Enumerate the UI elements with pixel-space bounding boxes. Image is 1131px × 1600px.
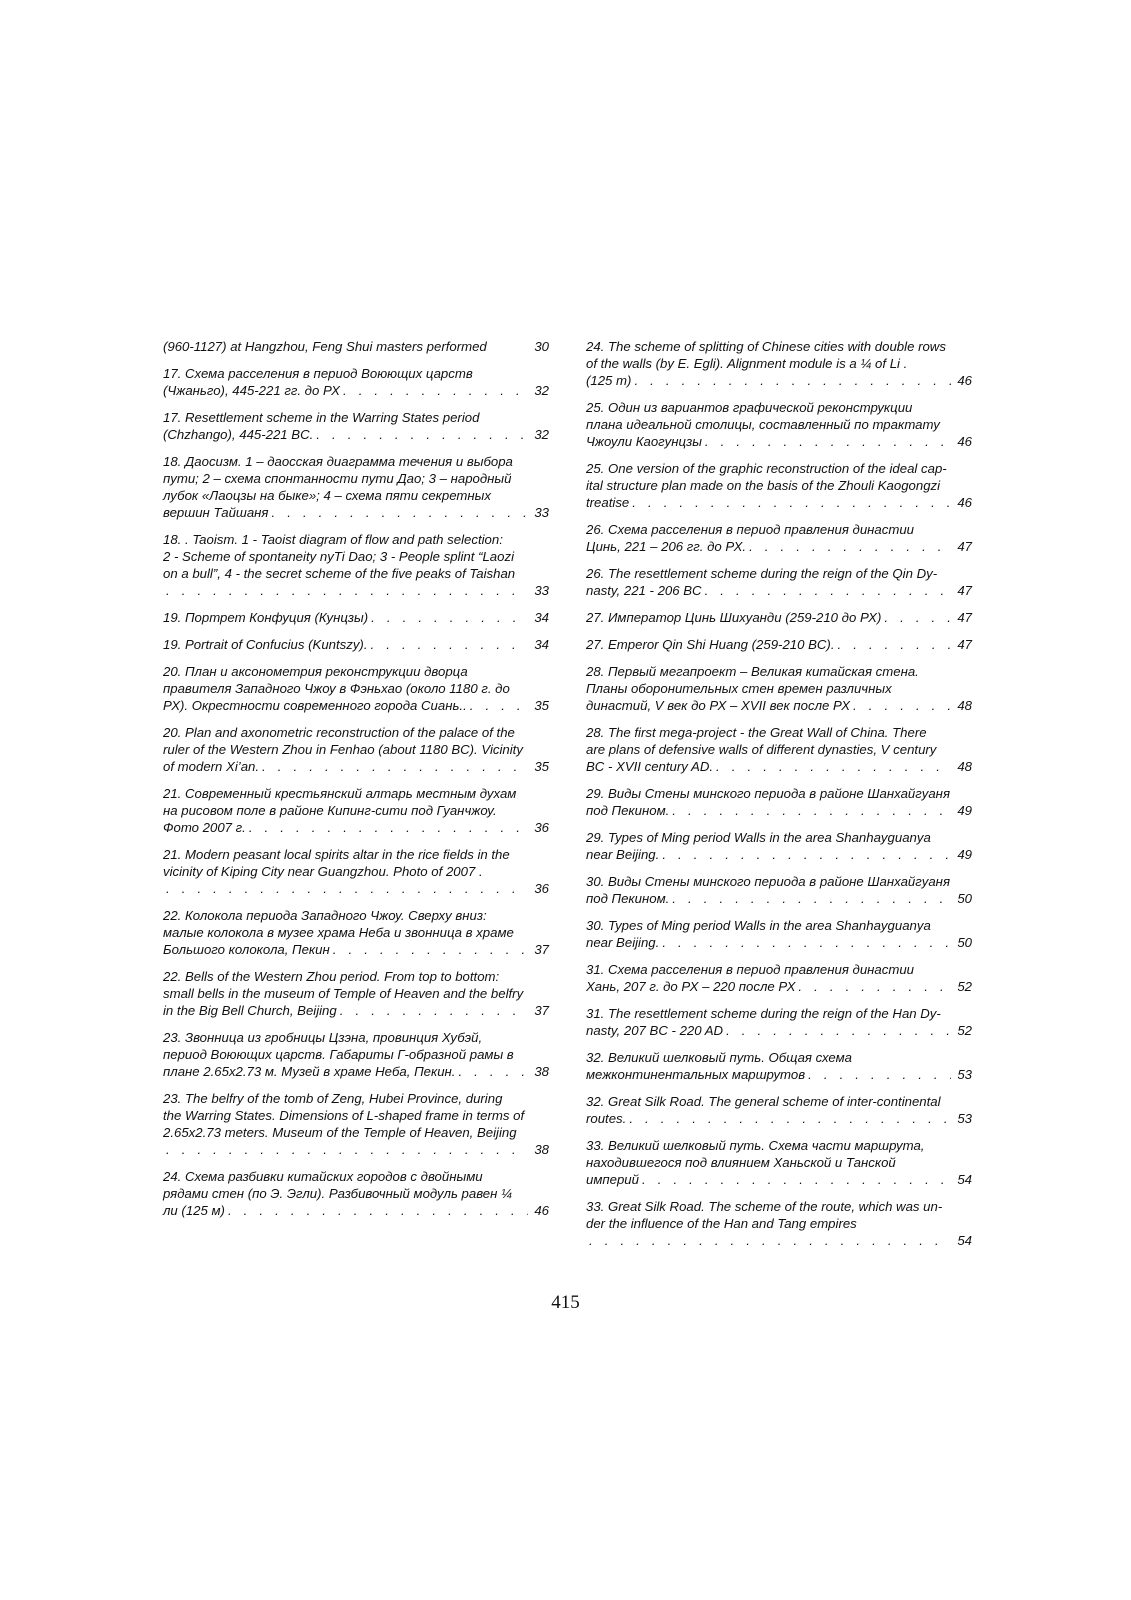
toc-page-ref: 50 (957, 891, 972, 906)
toc-entry-text: династий, V век до РХ – XVII век после РХ (586, 698, 851, 713)
toc-page-ref: 47 (957, 637, 972, 652)
toc-entry (586, 663, 972, 714)
toc-entry-last-line (163, 426, 549, 443)
dot-leader (659, 846, 951, 863)
toc-entry-text-line: 18. Даосизм. 1 – даосская диаграмма течения и выбора (163, 454, 513, 469)
toc-entry-text-line: 30. Виды Стены минского периода в районе Шанхайгуаня (586, 874, 950, 889)
toc-entry-text: BC - XVII century AD. (586, 759, 714, 774)
toc-entry-text: Большого колокола, Пекин (163, 942, 330, 957)
toc-entry-text: ли (125 м) (163, 1203, 225, 1218)
toc-entry (586, 460, 972, 511)
toc-entry (163, 663, 549, 714)
dot-leader (631, 372, 951, 389)
toc-entry-last-line (163, 697, 549, 714)
toc-page-ref: 38 (534, 1142, 549, 1157)
toc-entry (163, 365, 549, 399)
toc-entry (586, 1005, 972, 1039)
toc-entry-last-line (586, 1022, 972, 1039)
toc-entry-text-line: 24. The scheme of splitting of Chinese cities with double rows (586, 339, 946, 354)
toc-page-ref: 35 (534, 698, 549, 713)
dot-leader (626, 1110, 951, 1127)
toc-entry-text-line: 20. Plan and axonometric reconstruction of the palace of the (163, 725, 515, 740)
toc-page-ref: 37 (534, 942, 549, 957)
toc-entry-last-line (163, 504, 549, 521)
dot-leader (669, 890, 951, 907)
dot-leader (629, 494, 951, 511)
toc-entry-text: (960-1127) at Hangzhou, Feng Shui masters performed (163, 339, 487, 354)
toc-entry (586, 636, 972, 653)
toc-entry-last-line (586, 538, 972, 555)
toc-entry (163, 531, 549, 599)
toc-entry-text-line: 26. The resettlement scheme during the reign of the Qin Dy- (586, 566, 938, 581)
toc-entry-text-line: правителя Западного Чжоу в Фэньхао (около 1180 г. до (163, 681, 510, 696)
toc-entry-text-line: of the walls (by E. Egli). Alignment module is a ¼ of Li . (586, 356, 908, 371)
toc-entry-last-line (586, 978, 972, 995)
toc-entry-text-line: are plans of defensive walls of different dynasties, V century (586, 742, 937, 757)
toc-entry-text-line: vicinity of Kiping City near Guangzhou. Photo of 2007 . (163, 864, 483, 879)
toc-page-ref: 36 (534, 881, 549, 896)
toc-entry-last-line (586, 758, 972, 775)
dot-leader (313, 426, 528, 443)
toc-page-ref: 47 (957, 583, 972, 598)
toc-entry (586, 399, 972, 450)
toc-entry-text: routes. (586, 1111, 627, 1126)
toc-entry-text-line: 24. Схема разбивки китайских городов с двойными (163, 1169, 483, 1184)
toc-left-column (163, 338, 549, 1229)
toc-entry (586, 724, 972, 775)
toc-entry-last-line (586, 934, 972, 951)
dot-leader (337, 1002, 529, 1019)
toc-entry-text-line: 23. Звонница из гробницы Цзэна, провинция Хубэй, (163, 1030, 483, 1045)
toc-entry (163, 609, 549, 626)
toc-entry-text-line: лубок «Лаоцзы на быке»; 4 – схема пяти секретных (163, 488, 491, 503)
toc-entry-last-line (163, 382, 549, 399)
toc-entry-text-line: 29. Types of Ming period Walls in the area Shanhayguanya (586, 830, 931, 845)
toc-page-ref: 50 (957, 935, 972, 950)
toc-page-ref: 34 (534, 637, 549, 652)
toc-entry (163, 785, 549, 836)
toc-entry-text-line: ital structure plan made on the basis of the Zhouli Kaogongzi (586, 478, 941, 493)
toc-page-ref: 47 (957, 539, 972, 554)
toc-entry-text-line: 17. Схема расселения в период Воюющих царств (163, 366, 473, 381)
toc-entry-text: Хань, 207 г. до РХ – 220 после РХ (586, 979, 796, 994)
toc-entry-text: межконтинентальных маршрутов (586, 1067, 806, 1082)
toc-entry-text-line: on a bull”, 4 - the secret scheme of the five peaks of Taishan (163, 566, 516, 581)
dot-leader (659, 934, 951, 951)
toc-entry-text-line: плана идеальной столицы, составленный по трактату (586, 417, 940, 432)
toc-entry-last-line (586, 636, 972, 653)
toc-entry-text-line: 21. Modern peasant local spirits altar in the rice fields in the (163, 847, 510, 862)
dot-leader (702, 582, 952, 599)
toc-entry-last-line (586, 582, 972, 599)
toc-entry-text-line: 29. Виды Стены минского периода в районе Шанхайгуаня (586, 786, 950, 801)
toc-entry-last-line (586, 846, 972, 863)
toc-entry-text-line: 18. . Taoism. 1 - Taoist diagram of flow and path selection: (163, 532, 503, 547)
toc-page-ref: 52 (957, 979, 972, 994)
toc-entry-last-line (586, 1171, 972, 1188)
toc-entry-text: (Чжаньго), 445-221 гг. до РХ (163, 383, 340, 398)
toc-entry-text: Чжоули Каогунцзы (586, 434, 702, 449)
dot-leader (639, 1171, 951, 1188)
dot-leader (805, 1066, 951, 1083)
toc-entry (163, 338, 549, 355)
toc-entry (163, 968, 549, 1019)
toc-page-ref: 38 (534, 1064, 549, 1079)
toc-entry-text: под Пекином. (586, 891, 670, 906)
toc-entry-text: 19. Портрет Конфуция (Кунцзы) (163, 610, 369, 625)
toc-page-ref: 48 (957, 759, 972, 774)
toc-entry-text-line: пути; 2 – схема спонтанности пути Дао; 3 – народный (163, 471, 512, 486)
toc-entry-last-line (586, 433, 972, 450)
dot-leader (835, 636, 952, 653)
toc-entry-text-line: 28. The first mega-project - the Great Wall of China. There (586, 725, 927, 740)
toc-entry-last-line (586, 494, 972, 511)
dot-leader (702, 433, 951, 450)
toc-entry-last-line (163, 1002, 549, 1019)
toc-entry (163, 1090, 549, 1158)
toc-entry-text-line: der the influence of the Han and Tang empires (586, 1216, 857, 1231)
toc-entry-text-line: 22. Колокола периода Западного Чжоу. Сверху вниз: (163, 908, 487, 923)
toc-entry-last-line (163, 819, 549, 836)
toc-entry-text-line: 32. Great Silk Road. The general scheme of inter-continental (586, 1094, 941, 1109)
toc-entry (586, 609, 972, 626)
toc-entry-text-line: 25. One version of the graphic reconstruction of the ideal cap- (586, 461, 947, 476)
toc-entry-text: РХ). Окрестности современного города Сиань.. (163, 698, 467, 713)
toc-entry-text: 27. Император Цинь Шихуанди (259-210 до РХ) (586, 610, 882, 625)
dot-leader (246, 819, 529, 836)
dot-leader (163, 880, 528, 897)
toc-entry-text: nasty, 221 - 206 BC (586, 583, 702, 598)
toc-entry-last-line (586, 1110, 972, 1127)
toc-entry-text-line: находившегося под влиянием Ханьской и Танской (586, 1155, 896, 1170)
toc-entry (163, 907, 549, 958)
toc-page-ref: 35 (534, 759, 549, 774)
toc-entry (163, 1029, 549, 1080)
toc-entry-last-line (586, 697, 972, 714)
toc-entry-text: of modern Xi’an. (163, 759, 260, 774)
toc-entry-text-line: 33. Великий шелковый путь. Схема части маршрута, (586, 1138, 925, 1153)
toc-entry-text-line: рядами стен (по Э. Эгли). Разбивочный модуль равен ¼ (163, 1186, 513, 1201)
toc-page-ref: 46 (957, 434, 972, 449)
toc-entry-last-line (163, 582, 549, 599)
toc-entry (163, 453, 549, 521)
dot-leader (746, 538, 951, 555)
toc-entry-text: (Chzhango), 445-221 BC. (163, 427, 314, 442)
toc-page-ref: 53 (957, 1111, 972, 1126)
dot-leader (330, 941, 529, 958)
toc-entry-text-line: 2.65x2.73 meters. Museum of the Temple of Heaven, Beijing (163, 1125, 517, 1140)
toc-entry (586, 1093, 972, 1127)
dot-leader (795, 978, 951, 995)
toc-page-ref: 36 (534, 820, 549, 835)
toc-entry-last-line (586, 802, 972, 819)
toc-entry-text-line: the Warring States. Dimensions of L-shaped frame in terms of (163, 1108, 525, 1123)
toc-entry-text: near Beijing. (586, 935, 660, 950)
dot-leader (713, 758, 951, 775)
toc-entry-text: 27. Emperor Qin Shi Huang (259-210 BC). (586, 637, 835, 652)
toc-page-ref: 34 (534, 610, 549, 625)
dot-leader (455, 1063, 528, 1080)
toc-page-ref: 46 (957, 495, 972, 510)
toc-entry-last-line (163, 880, 549, 897)
toc-entry (163, 724, 549, 775)
dot-leader (268, 504, 528, 521)
toc-entry-text-line: 17. Resettlement scheme in the Warring States period (163, 410, 480, 425)
toc-page-ref: 49 (957, 847, 972, 862)
toc-entry-text-line: 28. Первый мегапроект – Великая китайская стена. (586, 664, 919, 679)
toc-entry (586, 785, 972, 819)
toc-entry (586, 1198, 972, 1249)
toc-entry-last-line (586, 1232, 972, 1249)
toc-entry-text-line: 21. Современный крестьянский алтарь местным духам (163, 786, 517, 801)
toc-entry (163, 1168, 549, 1219)
toc-entry-text: вершин Тайшаня (163, 505, 269, 520)
toc-entry-text-line: на рисовом поле в районе Кипинг-сити под Гуанчжоу. (163, 803, 497, 818)
toc-entry-text-line: 30. Types of Ming period Walls in the area Shanhayguanya (586, 918, 931, 933)
dot-leader (881, 609, 951, 626)
toc-entry-last-line (163, 941, 549, 958)
toc-page-ref: 30 (534, 339, 549, 354)
dot-leader (669, 802, 951, 819)
toc-entry-text: Фото 2007 г. (163, 820, 246, 835)
toc-entry-text-line: 2 - Scheme of spontaneity nyTi Dao; 3 - People splint “Laozi (163, 549, 515, 564)
dot-leader (340, 382, 528, 399)
toc-entry-text-line: ruler of the Western Zhou in Fenhao (about 1180 BC). Vicinity (163, 742, 523, 757)
dot-leader (368, 636, 529, 653)
toc-entry-last-line (586, 1066, 972, 1083)
page-number: 415 (551, 1292, 580, 1313)
toc-entry (586, 565, 972, 599)
toc-entry-last-line (163, 338, 549, 355)
toc-entry-text-line: 25. Один из вариантов графической реконструкции (586, 400, 913, 415)
toc-entry (586, 521, 972, 555)
toc-entry-text-line: 31. The resettlement scheme during the reign of the Han Dy- (586, 1006, 941, 1021)
toc-entry-text: Цинь, 221 – 206 гг. до РХ. (586, 539, 747, 554)
toc-entry-text: near Beijing. (586, 847, 660, 862)
toc-entry (163, 846, 549, 897)
toc-right-column (586, 338, 972, 1259)
toc-page-ref: 32 (534, 427, 549, 442)
toc-entry-text: империй (586, 1172, 639, 1187)
toc-page-ref: 47 (957, 610, 972, 625)
dot-leader (586, 1232, 951, 1249)
toc-entry-text-line: 23. The belfry of the tomb of Zeng, Hubei Province, during (163, 1091, 503, 1106)
toc-entry-last-line (586, 890, 972, 907)
toc-entry-text: nasty, 207 BC - 220 AD (586, 1023, 724, 1038)
toc-entry (163, 636, 549, 653)
dot-leader (368, 609, 528, 626)
toc-page-ref: 32 (534, 383, 549, 398)
toc-entry (586, 829, 972, 863)
dot-leader (163, 582, 528, 599)
toc-entry-text: плане 2.65х2.73 м. Музей в храме Неба, Пекин. (163, 1064, 456, 1079)
toc-entry-text-line: 33. Great Silk Road. The scheme of the route, which was un- (586, 1199, 943, 1214)
toc-entry (586, 1049, 972, 1083)
dot-leader (259, 758, 528, 775)
toc-entry-last-line (163, 1063, 549, 1080)
toc-page-ref: 33 (534, 583, 549, 598)
toc-entry-text: 19. Portrait of Confucius (Kuntszy). (163, 637, 368, 652)
toc-entry-text-line: период Воюющих царств. Габариты Г-образной рамы в (163, 1047, 514, 1062)
toc-entry (586, 873, 972, 907)
toc-entry-text-line: 31. Схема расселения в период правления династии (586, 962, 915, 977)
toc-entry-text: (125 m) (586, 373, 632, 388)
toc-entry-text-line: 32. Великий шелковый путь. Общая схема (586, 1050, 852, 1065)
toc-page-ref: 53 (957, 1067, 972, 1082)
toc-entry-text-line: 22. Bells of the Western Zhou period. From top to bottom: (163, 969, 500, 984)
toc-entry (586, 917, 972, 951)
toc-entry-text-line: 20. План и аксонометрия реконструкции дворца (163, 664, 468, 679)
toc-entry-text-line: Планы оборонительных стен времен различных (586, 681, 892, 696)
dot-leader (850, 697, 951, 714)
toc-entry (163, 409, 549, 443)
toc-page-ref: 48 (957, 698, 972, 713)
toc-page-ref: 46 (957, 373, 972, 388)
toc-page-ref: 37 (534, 1003, 549, 1018)
toc-entry-last-line (163, 1202, 549, 1219)
toc-entry-text-line: малые колокола в музее храма Неба и звонница в храме (163, 925, 514, 940)
dot-leader (163, 1141, 528, 1158)
toc-entry-text: под Пекином. (586, 803, 670, 818)
dot-leader (467, 697, 529, 714)
dot-leader (225, 1202, 528, 1219)
toc-entry-last-line (163, 609, 549, 626)
toc-page-ref: 33 (534, 505, 549, 520)
dot-leader (723, 1022, 951, 1039)
toc-entry-last-line (163, 758, 549, 775)
toc-entry-last-line (586, 609, 972, 626)
toc-page-ref: 46 (534, 1203, 549, 1218)
toc-page-ref: 49 (957, 803, 972, 818)
toc-entry-last-line (163, 636, 549, 653)
toc-entry-text: in the Big Bell Church, Beijing (163, 1003, 337, 1018)
toc-entry (586, 1137, 972, 1188)
toc-entry-last-line (586, 372, 972, 389)
toc-page-ref: 54 (957, 1172, 972, 1187)
toc-entry (586, 961, 972, 995)
toc-page-ref: 54 (957, 1233, 972, 1248)
toc-entry-text: treatise (586, 495, 630, 510)
toc-entry (586, 338, 972, 389)
toc-entry-last-line (163, 1141, 549, 1158)
toc-page-ref: 52 (957, 1023, 972, 1038)
toc-entry-text-line: small bells in the museum of Temple of Heaven and the belfry (163, 986, 524, 1001)
toc-entry-text-line: 26. Схема расселения в период правления династии (586, 522, 915, 537)
